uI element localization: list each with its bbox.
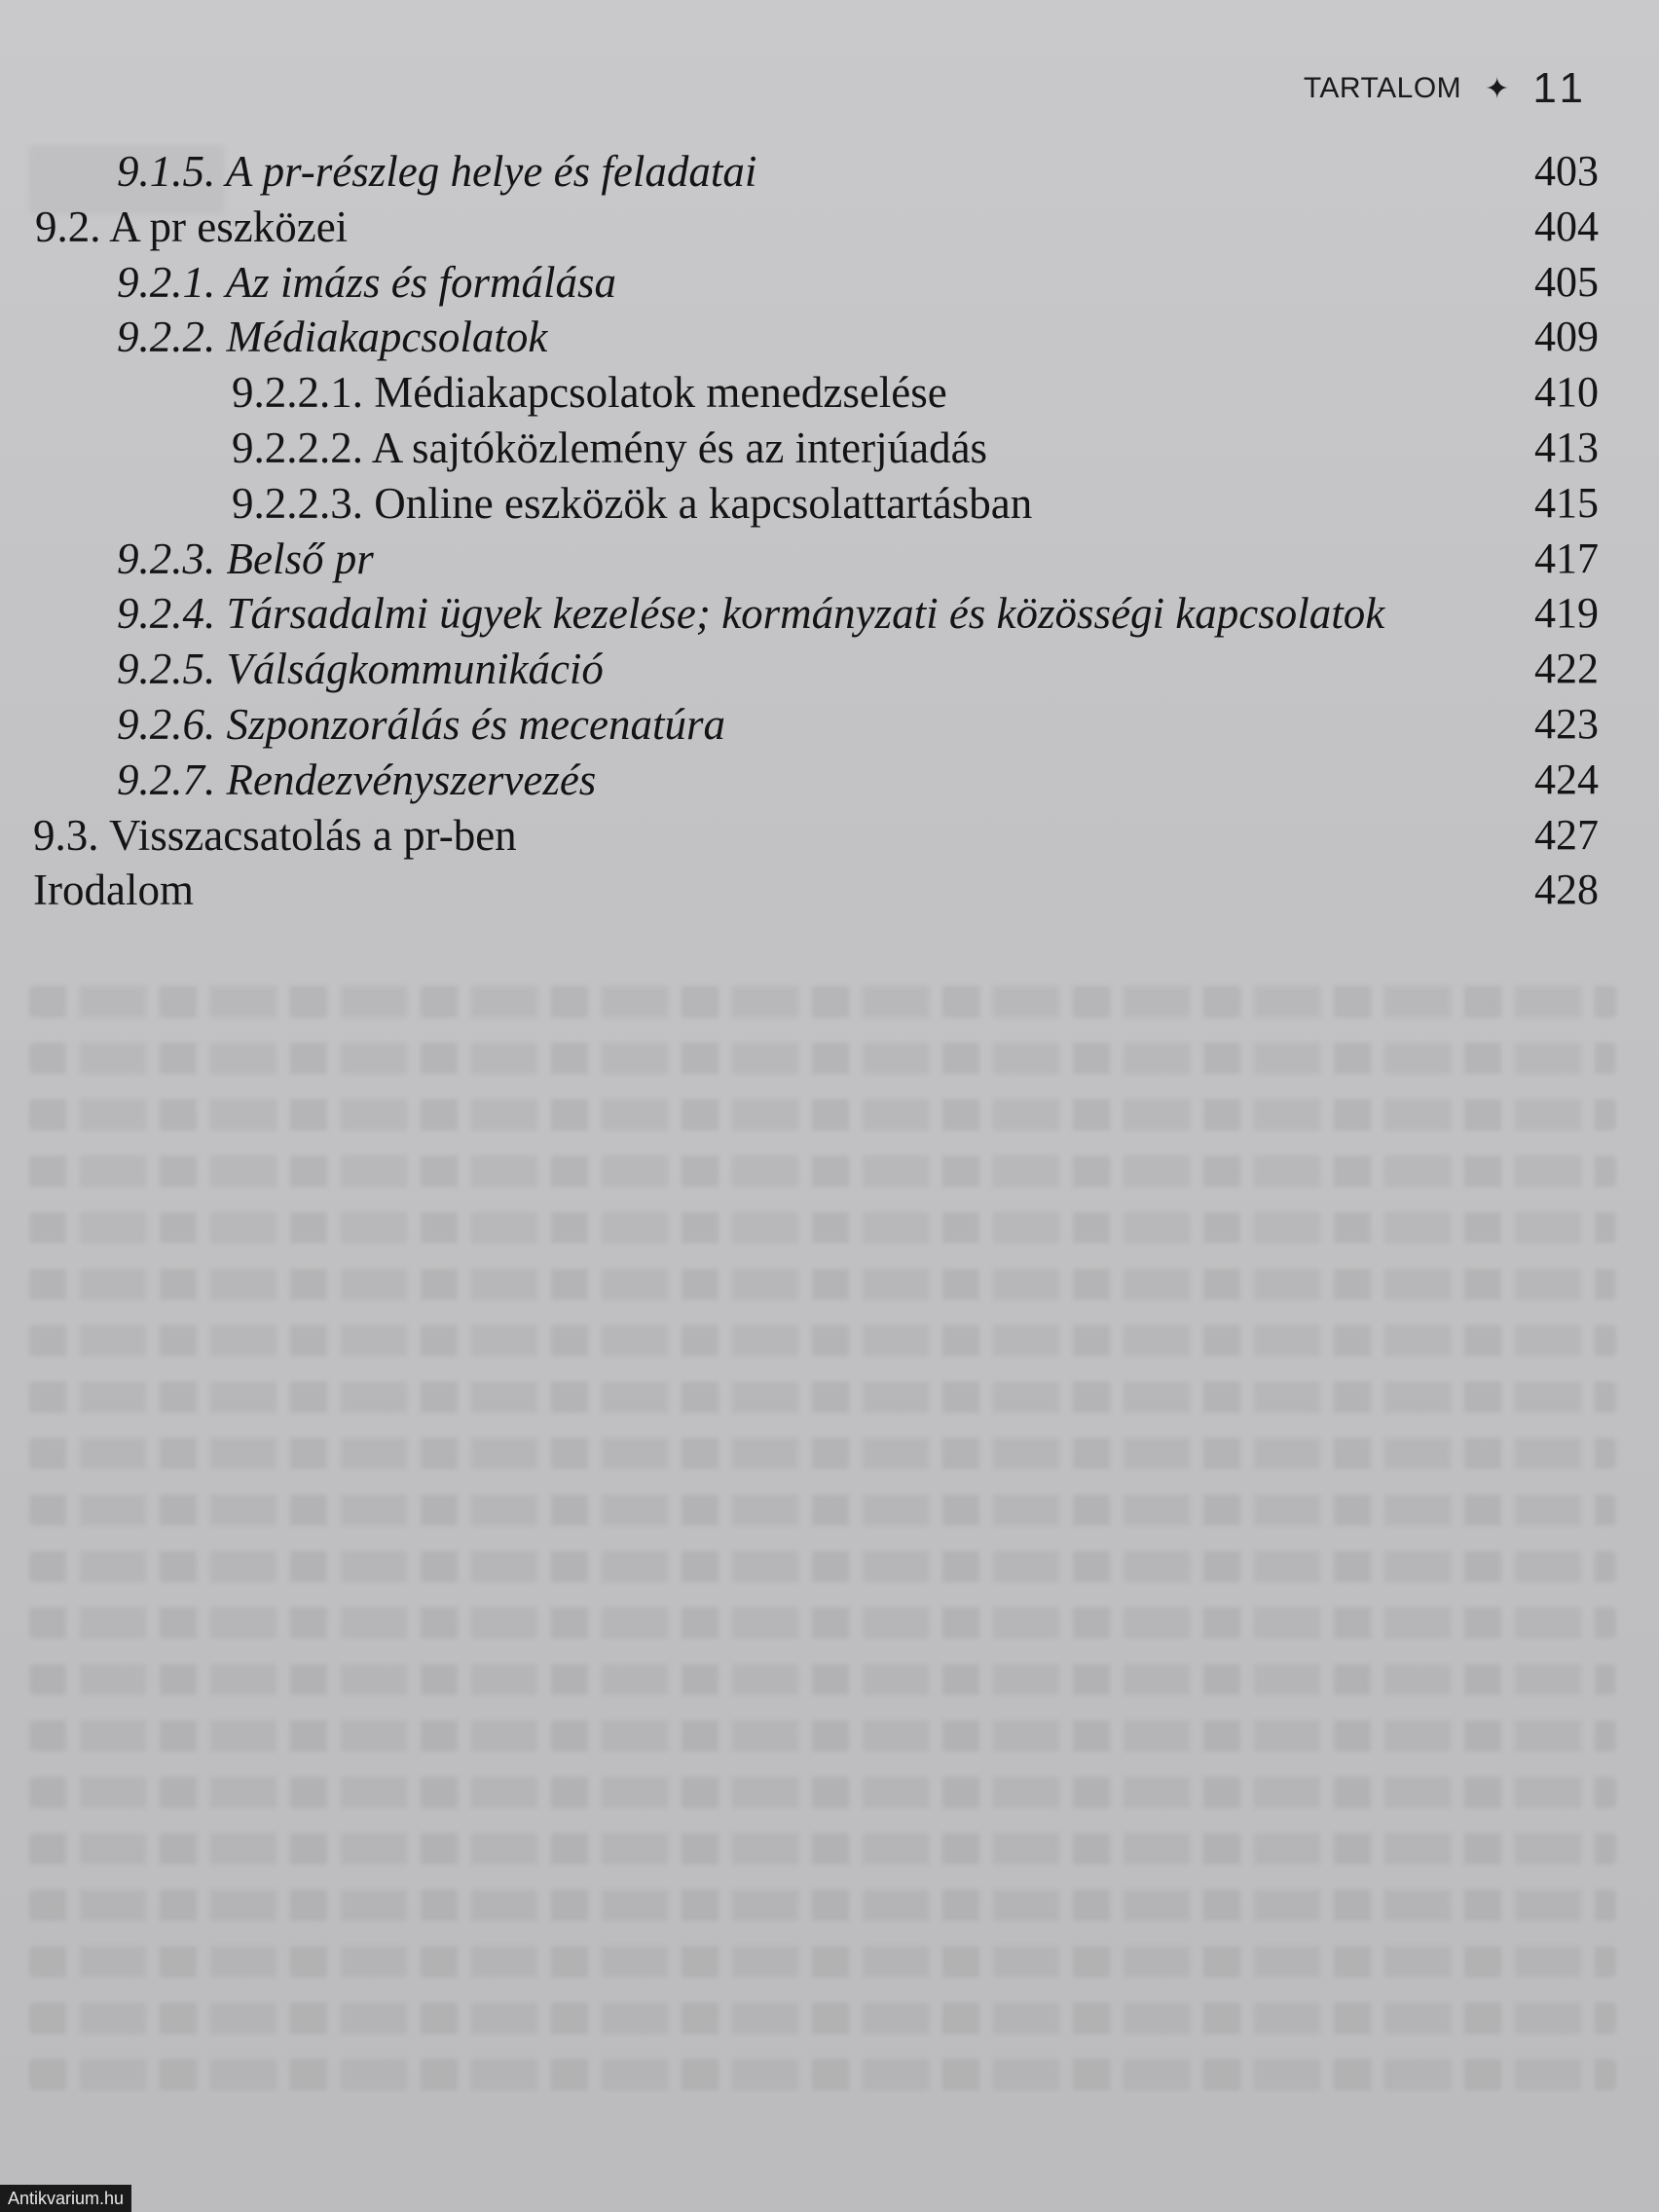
toc-entry-title <box>33 863 194 918</box>
toc-entry-text: Társadalmi ügyek kezelése; kormányzati és közösségi kapcsolatok <box>226 589 1385 639</box>
toc-entry-page: 423 <box>1534 699 1599 748</box>
running-head <box>1304 64 1589 113</box>
toc-entry-number: 9.1.5. <box>117 147 216 196</box>
toc-entry-title <box>232 365 947 421</box>
toc-entry[interactable] <box>0 476 1659 532</box>
toc-entry-number: 9.2.3. <box>117 534 216 583</box>
toc-entry[interactable] <box>0 586 1659 642</box>
toc-entry-page: 417 <box>1534 534 1599 582</box>
toc-entry-title <box>33 808 517 864</box>
toc-entry[interactable] <box>0 697 1659 753</box>
toc-entry-title <box>117 144 756 200</box>
toc-entry-number: 9.2.4. <box>117 589 216 639</box>
toc-entry-text: Válságkommunikáció <box>226 645 604 694</box>
toc-entry-title <box>117 310 547 365</box>
toc-entry-number: 9.2.1. <box>117 257 216 307</box>
toc-entry-page: 428 <box>1534 866 1599 914</box>
ornament-icon: ✦ <box>1485 72 1510 105</box>
toc-entry-page: 404 <box>1534 202 1599 250</box>
toc-entry[interactable] <box>0 532 1659 587</box>
toc-entry-number: 9.3. <box>33 810 99 860</box>
toc-entry[interactable] <box>0 808 1659 864</box>
page-number: 11 <box>1532 64 1589 112</box>
toc-entry-page: 427 <box>1534 810 1599 859</box>
watermark: Antikvarium.hu <box>0 2185 131 2212</box>
toc-entry-number: 9.2.2.1. <box>232 368 363 418</box>
toc-entry[interactable] <box>0 753 1659 808</box>
toc-entry-text: Online eszközök a kapcsolattartásban <box>374 478 1033 528</box>
toc-entry-title <box>117 697 725 753</box>
toc-entry[interactable] <box>0 200 1659 255</box>
toc-entry[interactable] <box>0 310 1659 365</box>
toc-entry-number: 9.2. <box>35 202 101 251</box>
toc-entry-text: Irodalom <box>33 866 194 915</box>
toc-entry-text: Belső pr <box>226 534 374 583</box>
toc-entry-number: 9.2.2. <box>117 313 216 362</box>
toc-entry-page: 413 <box>1534 423 1599 471</box>
bleed-through-text <box>29 974 1616 2103</box>
toc-entry-text: Visszacsatolás a pr-ben <box>108 810 517 860</box>
toc-entry-title <box>117 753 596 808</box>
toc-entry-title <box>117 586 1384 642</box>
toc-entry-number: 9.2.6. <box>117 699 216 749</box>
toc-entry-text: Az imázs és formálása <box>225 257 616 307</box>
toc-entry-text: Szponzorálás és mecenatúra <box>226 699 725 749</box>
table-of-contents <box>0 144 1659 918</box>
toc-entry-title <box>232 476 1032 532</box>
toc-entry[interactable] <box>0 863 1659 918</box>
toc-entry[interactable] <box>0 365 1659 421</box>
running-head-title: TARTALOM <box>1303 72 1462 104</box>
toc-entry-text: Médiakapcsolatok <box>226 313 548 362</box>
toc-entry-text: A pr-részleg helye és feladatai <box>225 147 757 196</box>
toc-entry-title <box>35 200 348 255</box>
toc-entry-page: 419 <box>1534 589 1599 638</box>
toc-entry-page: 424 <box>1534 755 1599 803</box>
toc-entry-number: 9.2.2.2. <box>232 423 363 472</box>
toc-entry-page: 405 <box>1534 257 1599 306</box>
toc-entry-page: 422 <box>1534 645 1599 693</box>
toc-entry[interactable] <box>0 421 1659 476</box>
toc-entry-title <box>117 642 604 697</box>
toc-entry-text: Médiakapcsolatok menedzselése <box>374 368 947 418</box>
toc-entry-page: 403 <box>1534 147 1599 195</box>
toc-entry-text: Rendezvényszervezés <box>226 755 597 804</box>
toc-entry-text: A sajtóközlemény és az interjúadás <box>371 423 988 472</box>
toc-entry-title <box>232 421 987 476</box>
toc-entry-page: 415 <box>1534 478 1599 527</box>
toc-entry[interactable] <box>0 255 1659 311</box>
toc-entry-text: A pr eszközei <box>109 202 349 251</box>
toc-entry-number: 9.2.2.3. <box>232 478 363 528</box>
toc-entry-title <box>117 532 374 587</box>
toc-entry-page: 409 <box>1534 313 1599 361</box>
toc-entry-number: 9.2.5. <box>117 645 216 694</box>
toc-entry[interactable] <box>0 642 1659 697</box>
toc-entry-page: 410 <box>1534 368 1599 417</box>
toc-entry[interactable] <box>0 144 1659 200</box>
toc-entry-number: 9.2.7. <box>117 755 216 804</box>
toc-entry-title <box>117 255 616 311</box>
